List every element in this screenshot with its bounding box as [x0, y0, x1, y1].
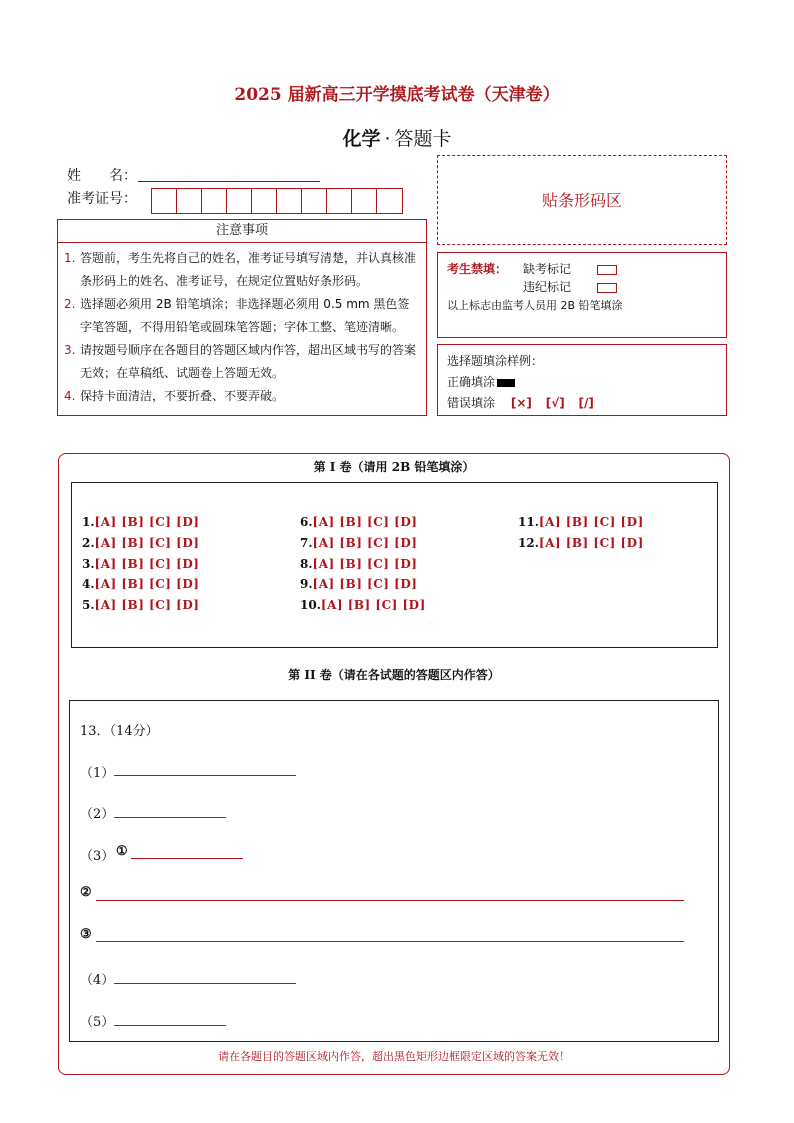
written-answer-box — [69, 700, 719, 1042]
mc-options[interactable]: [A] [B] [C] [D] — [320, 598, 426, 612]
absent-mark-row — [523, 260, 617, 277]
exam-id-digit-box[interactable] — [352, 189, 377, 213]
mc-question-row[interactable] — [82, 598, 199, 612]
section1-title: 第 I 卷（请用 2B 铅笔填涂） — [313, 460, 475, 474]
exam-id-label: 准考证号： — [67, 191, 137, 207]
mc-question-row[interactable] — [300, 557, 417, 571]
name-label: 姓 名： — [67, 168, 137, 184]
mc-question-row[interactable] — [300, 536, 417, 550]
mc-number: 9. — [300, 577, 313, 591]
part-1-label: （1） — [80, 766, 115, 781]
note-item — [64, 293, 420, 339]
note-item — [64, 339, 420, 385]
mc-number: 10. — [300, 598, 321, 612]
mc-options[interactable]: [A] [B] [C] [D] — [538, 515, 644, 529]
part-1-answer-line[interactable] — [114, 774, 296, 776]
proctor-label: 考生禁填： — [447, 262, 508, 276]
exam-id-digit-box[interactable] — [227, 189, 252, 213]
exam-id-digit-box[interactable] — [152, 189, 177, 213]
barcode-label: 贴条形码区 — [541, 191, 622, 210]
note-text: 保持卡面清洁，不要折叠、不要弄破。 — [80, 389, 285, 403]
mc-number: 1. — [82, 515, 95, 529]
note-number: 3. — [64, 343, 76, 357]
note-number: 4. — [64, 389, 76, 403]
part-3-sub1-label: ① — [116, 844, 128, 859]
wrong-fill-example: [/] — [578, 396, 594, 410]
wrong-fill-label: 错误填涂 — [447, 396, 496, 410]
part-2-label: （2） — [80, 807, 115, 822]
mc-number: 11. — [518, 515, 539, 529]
mc-question-row[interactable] — [300, 598, 426, 612]
mc-options[interactable]: [A] [B] [C] [D] — [312, 557, 418, 571]
mc-number: 3. — [82, 557, 95, 571]
mc-number: 7. — [300, 536, 313, 550]
question-13-heading: 13．（14分） — [80, 724, 159, 739]
part-3-label: （3） — [80, 849, 115, 864]
mc-number: 12. — [518, 536, 539, 550]
notes-heading: 注意事项 — [57, 219, 427, 243]
exam-id-digit-box[interactable] — [302, 189, 327, 213]
absent-mark-label: 缺考标记 — [523, 262, 572, 276]
note-text: 选择题必须用 2B 铅笔填涂；非选择题必须用 0.5 mm 黑色签字笔答题，不得用铅笔或圆珠笔答题；字体工整、笔迹清晰。 — [80, 297, 410, 334]
correct-fill-sample — [497, 379, 515, 387]
mc-question-row[interactable] — [82, 577, 199, 591]
notes-panel — [57, 243, 427, 416]
wrong-fill-example: [×] — [510, 396, 532, 410]
mc-question-row[interactable] — [518, 536, 644, 550]
part-2-answer-line[interactable] — [114, 816, 226, 818]
page-title: 2025 届新高三开学摸底考试卷（天津卷） — [234, 85, 560, 105]
note-item — [64, 385, 420, 408]
mc-options[interactable]: [A] [B] [C] [D] — [312, 536, 418, 550]
mc-number: 5. — [82, 598, 95, 612]
part-3-sub2-answer-line[interactable] — [96, 899, 684, 901]
mc-options[interactable]: [A] [B] [C] [D] — [538, 536, 644, 550]
name-field[interactable] — [138, 180, 320, 182]
subject-label: 化学 — [342, 128, 381, 150]
mc-number: 6. — [300, 515, 313, 529]
mc-options[interactable]: [A] [B] [C] [D] — [94, 536, 200, 550]
violation-mark-label: 违纪标记 — [523, 280, 572, 294]
part-3-sub1-answer-line[interactable] — [131, 857, 243, 859]
note-number: 2. — [64, 297, 76, 311]
fill-sample-title: 选择题填涂样例： — [447, 354, 544, 368]
absent-mark-box[interactable] — [597, 265, 617, 275]
mc-options[interactable]: [A] [B] [C] [D] — [312, 515, 418, 529]
note-number: 1. — [64, 251, 76, 265]
mc-question-row[interactable] — [300, 515, 417, 529]
part-5-answer-line[interactable] — [114, 1024, 226, 1026]
proctor-instruction: 以上标志由监考人员用 2B 铅笔填涂 — [447, 299, 623, 312]
part-3-sub2-label: ② — [80, 885, 92, 900]
part-4-label: （4） — [80, 973, 115, 988]
sheet-type-label: 答题卡 — [394, 128, 452, 150]
violation-mark-box[interactable] — [597, 283, 617, 293]
title-separator: · — [384, 128, 391, 150]
correct-fill-row — [447, 373, 515, 390]
note-text: 答题前，考生先将自己的姓名，准考证号填写清楚，并认真核准条形码上的姓名、准考证号，在规定位置贴好条形码。 — [80, 251, 417, 288]
mc-number: 2. — [82, 536, 95, 550]
part-3-sub3-answer-line[interactable] — [96, 940, 684, 942]
footer-warning: 请在各题目的答题区域内作答，超出黑色矩形边框限定区域的答案无效！ — [218, 1050, 570, 1063]
mc-options[interactable]: [A] [B] [C] [D] — [94, 515, 200, 529]
section2-title: 第 II 卷（请在各试题的答题区内作答） — [288, 668, 500, 682]
exam-id-digit-box[interactable] — [252, 189, 277, 213]
note-item — [64, 247, 420, 293]
sheet-title — [0, 124, 794, 151]
mc-number: 8. — [300, 557, 313, 571]
mc-question-row[interactable] — [518, 515, 644, 529]
exam-id-digit-box[interactable] — [202, 189, 227, 213]
part-4-answer-line[interactable] — [114, 982, 296, 984]
mc-options[interactable]: [A] [B] [C] [D] — [94, 598, 200, 612]
wrong-fill-example: [√] — [545, 396, 565, 410]
violation-mark-row — [523, 278, 617, 295]
mc-options[interactable]: [A] [B] [C] [D] — [94, 577, 200, 591]
part-5-label: （5） — [80, 1015, 115, 1030]
mc-question-row[interactable] — [300, 577, 417, 591]
part-3-sub3-label: ③ — [80, 927, 92, 942]
correct-fill-label: 正确填涂 — [447, 375, 496, 389]
exam-id-digit-box[interactable] — [327, 189, 352, 213]
mc-question-row[interactable] — [82, 515, 199, 529]
mc-options[interactable]: [A] [B] [C] [D] — [94, 557, 200, 571]
exam-id-digit-box[interactable] — [377, 189, 402, 213]
wrong-fill-row — [447, 394, 594, 411]
note-text: 请按题号顺序在各题目的答题区域内作答，超出区域书写的答案无效；在草稿纸、试题卷上答题无效。 — [80, 343, 417, 380]
mc-number: 4. — [82, 577, 95, 591]
mc-options[interactable]: [A] [B] [C] [D] — [312, 577, 418, 591]
exam-id-digit-box[interactable] — [277, 189, 302, 213]
exam-id-boxes[interactable] — [151, 188, 403, 214]
exam-id-digit-box[interactable] — [177, 189, 202, 213]
mc-question-row[interactable] — [82, 536, 199, 550]
mc-question-row[interactable] — [82, 557, 199, 571]
